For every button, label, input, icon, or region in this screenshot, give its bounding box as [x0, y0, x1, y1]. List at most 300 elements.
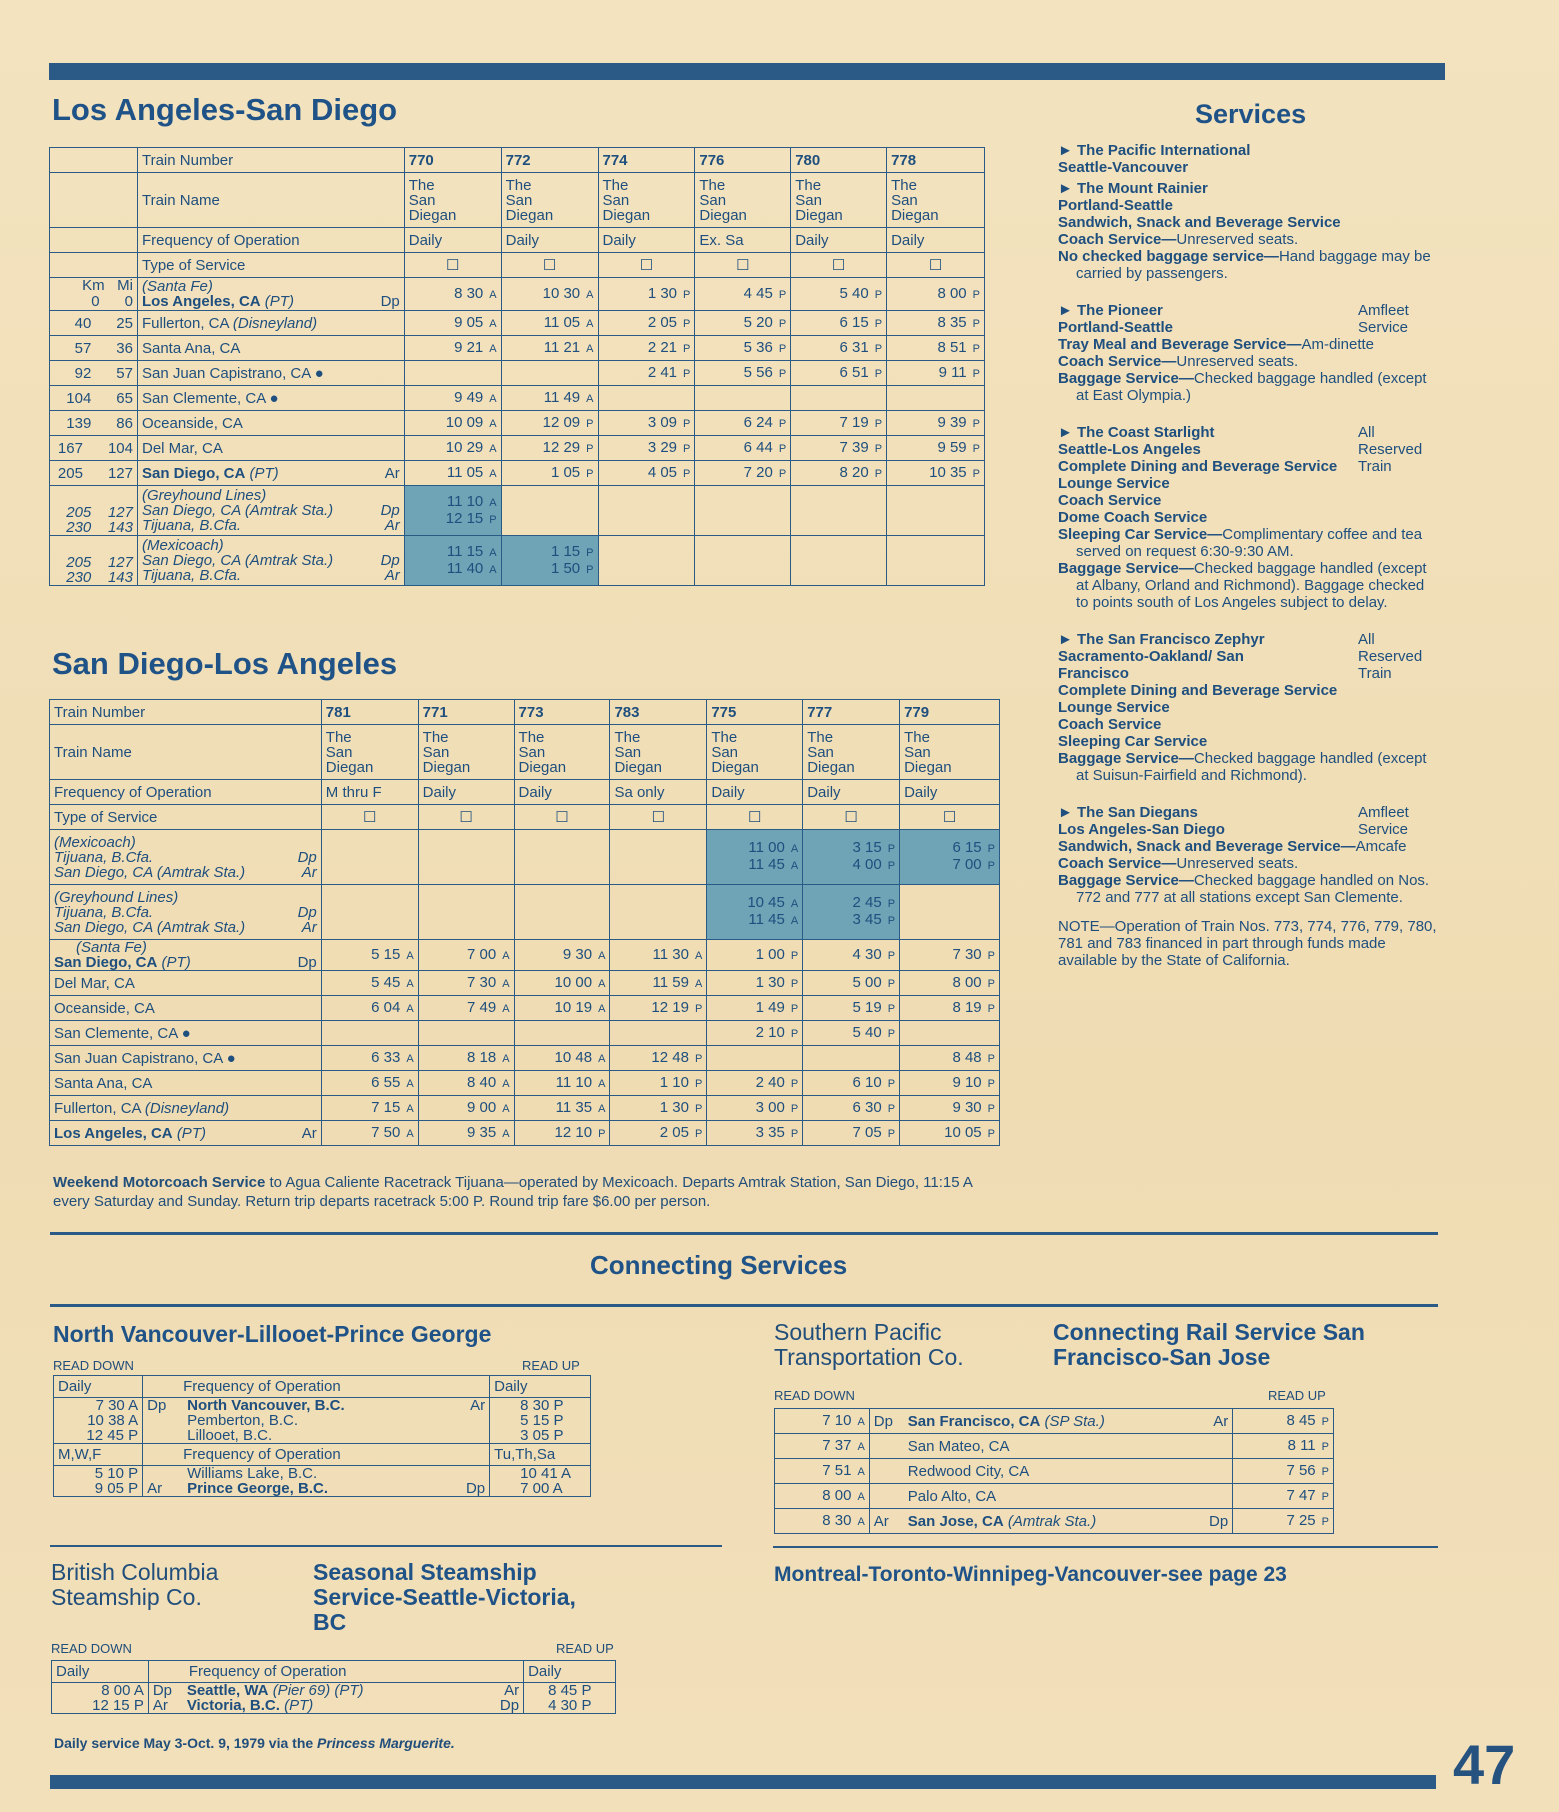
- header-train_number-2: 774: [598, 148, 695, 173]
- station-note: (Disneyland): [144, 1099, 230, 1117]
- time-value: 7 05: [852, 1123, 882, 1141]
- time-value: 7 00 A: [520, 1480, 563, 1497]
- services-title: Services: [1195, 99, 1307, 129]
- header-label: Train Name: [137, 173, 404, 228]
- time-value: 7 51: [822, 1461, 852, 1479]
- time-value: 6 31: [839, 338, 869, 356]
- time-value: 8 45: [1286, 1411, 1316, 1429]
- service-route: Sacramento-Oakland/ San Francisco: [1058, 648, 1244, 682]
- time-value: 8 30: [822, 1511, 852, 1529]
- empty-cell: [514, 830, 610, 885]
- sp-row: [775, 1409, 1334, 1434]
- time-value: 6 51: [839, 363, 869, 381]
- coach-icon: ☐: [542, 256, 557, 274]
- service-block: [1058, 180, 1440, 282]
- dp-ar: Dp: [380, 552, 400, 569]
- time-cell: [695, 436, 791, 461]
- name-word: The: [505, 176, 532, 194]
- time-value: 3 09: [647, 413, 678, 431]
- station-name: Los Angeles, CA: [54, 1124, 173, 1142]
- header-train_name-0: [321, 725, 418, 780]
- time-value: 6 24: [743, 413, 773, 431]
- time-value: 3 05 P: [520, 1427, 564, 1444]
- am-pm: A: [598, 977, 606, 990]
- bus-row-mexicoach: [50, 536, 985, 586]
- time-cell: [695, 361, 791, 386]
- time-value: 1 49: [755, 998, 785, 1016]
- time-value: 9 59: [937, 438, 967, 456]
- header-type-4: [791, 253, 887, 278]
- header-row-type: [50, 253, 985, 278]
- service-line: [1058, 370, 1440, 404]
- time-cell: [501, 411, 598, 436]
- bus-station: Tijuana, B.Cfa.: [54, 903, 154, 921]
- time-value: 8 00: [952, 973, 982, 991]
- time-value: 12 48: [651, 1048, 689, 1066]
- am-pm: P: [972, 417, 980, 430]
- am-pm: P: [790, 1102, 799, 1115]
- am-pm: P: [874, 342, 883, 355]
- am-pm: P: [586, 442, 594, 455]
- service-line-bold: Lounge Service: [1058, 699, 1170, 716]
- coach-icon: ☐: [555, 808, 569, 826]
- time-cell: [707, 1071, 803, 1096]
- time-value: 5 15: [371, 945, 401, 963]
- station-name: Los Angeles, CA: [141, 293, 261, 310]
- time-cell: [501, 461, 598, 486]
- am-pm: P: [790, 1027, 799, 1040]
- name-word: The: [891, 176, 917, 194]
- service-line: [1058, 492, 1440, 509]
- name-word: San: [408, 191, 436, 209]
- km-value: 104 65: [66, 389, 133, 407]
- am-pm: P: [887, 949, 896, 962]
- time-cell: [803, 940, 900, 971]
- station-cell: [137, 411, 404, 436]
- header-frequency-3: Sa only: [610, 780, 707, 805]
- time-value: 5 56: [743, 363, 773, 381]
- time-cell: [501, 386, 598, 411]
- station-name: Fullerton, CA: [54, 1099, 141, 1117]
- time-value: 4 30 P: [548, 1697, 592, 1714]
- time-value: 2 21: [647, 338, 678, 356]
- sp-station: [869, 1509, 1232, 1534]
- am-pm: P: [683, 442, 691, 455]
- name-word: The: [602, 176, 629, 194]
- coach-icon: ☐: [844, 808, 858, 826]
- station-cell: [50, 1046, 322, 1071]
- header-train_name-2: [598, 173, 695, 228]
- time-cell: [418, 971, 514, 996]
- service-route: Portland-Seattle: [1058, 319, 1174, 336]
- corner-cell: [50, 148, 138, 173]
- km-header: Km Mi: [82, 277, 133, 294]
- time-value: 11 30: [652, 945, 689, 963]
- time-value: 8 30: [454, 284, 484, 302]
- sp-bottom-rule: [773, 1546, 1438, 1548]
- time-value: 8 00: [822, 1486, 852, 1504]
- time-cell: [610, 1071, 707, 1096]
- bus-station-cell: [137, 486, 404, 536]
- time-cell: [707, 1121, 803, 1146]
- header-row-train_name: [50, 173, 985, 228]
- time-value: 1 15: [550, 542, 581, 560]
- station-row: [50, 1096, 1000, 1121]
- time-cell: [404, 278, 501, 311]
- am-pm: P: [694, 1052, 703, 1065]
- header-frequency-4: Daily: [791, 228, 887, 253]
- service-line-bold: Coach Service: [1058, 716, 1162, 733]
- am-pm: P: [887, 898, 896, 910]
- weekend-motorcoach-note: [53, 1173, 1003, 1211]
- sp-timetable: [774, 1408, 1334, 1534]
- time-cell: [321, 1046, 418, 1071]
- km-mi-cell: [50, 336, 138, 361]
- time-cell: [598, 336, 695, 361]
- am-pm: P: [683, 317, 691, 330]
- am-pm: P: [778, 342, 787, 355]
- time-cell: [610, 940, 707, 971]
- sp-title: Connecting Rail Service San Francisco-San Jose: [1053, 1319, 1365, 1370]
- service-name: ► The San Francisco Zephyr: [1058, 631, 1265, 648]
- time-cell: [418, 1021, 514, 1046]
- time-cell: [501, 311, 598, 336]
- time-value: 6 04: [371, 998, 401, 1016]
- time-zone: (PT): [264, 293, 294, 310]
- header-train_number-4: 775: [707, 700, 803, 725]
- station-name: Pemberton, B.C.: [187, 1412, 298, 1429]
- am-pm: P: [778, 317, 787, 330]
- nv-body-row: [54, 1398, 591, 1444]
- sp-up-time: [1233, 1434, 1334, 1459]
- service-line-text: Unreserved seats.: [1176, 231, 1299, 248]
- sp-row: [775, 1509, 1334, 1534]
- header-type-5: [887, 253, 985, 278]
- am-pm: A: [406, 1102, 414, 1115]
- time-value: 8 00: [937, 284, 967, 302]
- time-cell: [598, 311, 695, 336]
- am-pm: P: [874, 367, 883, 380]
- service-line: [1058, 214, 1440, 231]
- name-word: Diegan: [518, 758, 567, 776]
- service-block: [1058, 804, 1440, 906]
- time-value: 7 15: [371, 1098, 401, 1116]
- time-cell: [887, 461, 985, 486]
- bus-station-cell: [137, 536, 404, 586]
- nv-down-head: Daily: [54, 1376, 143, 1398]
- time-cell: [404, 461, 501, 486]
- header-row-train_number: [50, 148, 985, 173]
- am-pm: A: [489, 496, 497, 509]
- time-cell: [803, 1021, 900, 1046]
- connecting-title: Connecting Services: [590, 1250, 848, 1280]
- am-pm: P: [586, 563, 594, 576]
- time-value: 7 30: [952, 945, 982, 963]
- dp-ar: Ar: [384, 567, 400, 584]
- header-train_name-4: [707, 725, 803, 780]
- bus-station: Tijuana, B.Cfa.: [141, 517, 242, 534]
- am-pm: A: [857, 1440, 865, 1453]
- header-label: Train Number: [50, 700, 322, 725]
- am-pm: A: [502, 1002, 510, 1015]
- time-value: 5 19: [852, 998, 882, 1016]
- am-pm: A: [489, 467, 497, 480]
- service-line-bold: Baggage Service—: [1058, 560, 1194, 577]
- dp-ar: Dp: [297, 903, 317, 921]
- sp-down-time: [775, 1409, 870, 1434]
- am-pm: P: [778, 467, 787, 480]
- header-row-frequency: [50, 228, 985, 253]
- nv-freq-head: Frequency of Operation: [143, 1444, 490, 1466]
- am-pm: P: [778, 442, 787, 455]
- bc-body-row: [52, 1683, 616, 1714]
- service-line-bold: Coach Service—: [1058, 353, 1177, 370]
- station-cell: [50, 1021, 322, 1046]
- time-cell: [514, 1096, 610, 1121]
- station-cell: [137, 436, 404, 461]
- name-word: The: [408, 176, 435, 194]
- time-cell: [598, 461, 695, 486]
- time-cell: [321, 1071, 418, 1096]
- bus-time-775: [707, 830, 803, 885]
- am-pm: A: [694, 949, 703, 962]
- station-row: [50, 278, 985, 311]
- time-cell: [887, 278, 985, 311]
- connecting-rule-bottom: [50, 1304, 1438, 1307]
- bus-station: San Diego, CA (Amtrak Sta.): [54, 918, 246, 936]
- empty-cell: [791, 486, 887, 536]
- service-line-text: Unreserved seats.: [1176, 353, 1299, 370]
- am-pm: A: [790, 843, 799, 855]
- weekend-note-bold: Weekend Motorcoach Service: [53, 1174, 266, 1191]
- header-label: Type of Service: [50, 805, 322, 830]
- time-value: 5 15 P: [520, 1412, 564, 1429]
- name-word: The: [422, 728, 449, 746]
- weekend-note-text: to Agua Caliente Racetrack Tijuana—operated by Mexicoach. Departs Amtrak Station, San Diego, 11:15 A every Saturday and Sunday. Return trip departs racetrack 5:00 P. Round trip fare $6.00 per person.: [53, 1174, 973, 1210]
- am-pm: A: [502, 977, 510, 990]
- sp-row: [775, 1484, 1334, 1509]
- service-line-bold: Coach Service—: [1058, 231, 1177, 248]
- station-name: Williams Lake, B.C.: [187, 1465, 318, 1482]
- am-pm: P: [778, 417, 787, 430]
- coach-icon: ☐: [736, 256, 750, 274]
- station-name: San Clemente, CA ●: [141, 389, 279, 407]
- am-pm: A: [857, 1415, 865, 1428]
- nv-bottom-rule: [50, 1545, 722, 1547]
- service-line-bold: Sandwich, Snack and Beverage Service: [1058, 214, 1341, 231]
- time-value: 8 35: [937, 313, 967, 331]
- time-cell: [418, 996, 514, 1021]
- time-cell: [501, 436, 598, 461]
- nv-down-head: M,W,F: [54, 1444, 143, 1466]
- time-cell: [501, 336, 598, 361]
- bc-freq-head: Frequency of Operation: [148, 1661, 523, 1683]
- am-pm: P: [887, 1102, 896, 1115]
- name-word: San: [422, 743, 450, 761]
- dp-ar: Dp: [297, 848, 317, 866]
- service-line: [1058, 855, 1440, 872]
- time-value: 3 29: [647, 438, 678, 456]
- am-pm: A: [502, 949, 510, 962]
- name-word: San: [505, 191, 533, 209]
- service-name: ► The San Diegans: [1058, 804, 1198, 821]
- time-value: 1 05: [550, 463, 581, 481]
- service-name: ► The Pioneer: [1058, 302, 1163, 319]
- time-cell: [707, 1021, 803, 1046]
- service-route: Seattle-Los Angeles: [1058, 441, 1201, 458]
- sp-row: [775, 1459, 1334, 1484]
- empty-cell: [321, 885, 418, 940]
- time-cell: [610, 1021, 707, 1046]
- dp-ar: Ar: [470, 1397, 486, 1414]
- am-pm: A: [406, 977, 414, 990]
- am-pm: P: [1321, 1465, 1329, 1478]
- station-cell: [50, 1121, 322, 1146]
- time-cell: [514, 971, 610, 996]
- am-pm: A: [586, 392, 594, 405]
- am-pm: P: [694, 1002, 703, 1015]
- time-value: 5 10 P: [94, 1465, 139, 1482]
- station-cell: [137, 386, 404, 411]
- station-name: Santa Ana, CA: [54, 1074, 153, 1092]
- name-word: San: [711, 743, 739, 761]
- am-pm: P: [987, 1002, 995, 1015]
- time-value: 7 30: [467, 973, 497, 991]
- service-line: [1058, 475, 1440, 492]
- time-value: 1 10: [659, 1073, 689, 1091]
- header-type-3: [610, 805, 707, 830]
- station-row: [50, 386, 985, 411]
- time-cell: [791, 386, 887, 411]
- header-train_number-3: 776: [695, 148, 791, 173]
- am-pm: P: [1321, 1440, 1329, 1453]
- time-value: 11 05: [446, 463, 484, 481]
- time-value: 7 00: [467, 945, 497, 963]
- name-word: San: [795, 191, 822, 209]
- time-value: 3 15: [852, 839, 882, 856]
- bc-company: British Columbia Steamship Co.: [51, 1559, 219, 1610]
- header-frequency-1: Daily: [501, 228, 598, 253]
- service-note: NOTE—Operation of Train Nos. 773, 774, 776, 779, 780, 781 and 783 financed in part through funds made available by the State of California.: [1058, 918, 1437, 969]
- time-cell: [501, 361, 598, 386]
- am-pm: P: [694, 1102, 703, 1115]
- bc-down-times: [52, 1683, 149, 1714]
- dp-ar: Ar: [301, 863, 317, 881]
- time-value: 6 30: [852, 1098, 882, 1116]
- dp-ar: Dp: [297, 954, 317, 971]
- header-frequency-5: Daily: [803, 780, 900, 805]
- bus-station: Tijuana, B.Cfa.: [54, 848, 154, 866]
- am-pm: P: [887, 860, 896, 872]
- service-route: Portland-Seattle: [1058, 197, 1174, 214]
- station-name: San Juan Capistrano, CA ●: [54, 1049, 236, 1067]
- header-type-4: [707, 805, 803, 830]
- time-cell: [695, 411, 791, 436]
- sp-station: [869, 1434, 1232, 1459]
- header-frequency-1: Daily: [418, 780, 514, 805]
- time-value: 2 05: [659, 1123, 689, 1141]
- time-value: 11 10: [446, 492, 484, 510]
- time-value: 4 00: [852, 856, 882, 873]
- station-cell: [137, 311, 404, 336]
- bottom-rule: [50, 1775, 1436, 1789]
- header-train_name-2: [514, 725, 610, 780]
- time-cell: [707, 1096, 803, 1121]
- service-line-bold: Sleeping Car Service—: [1058, 526, 1223, 543]
- connecting-rule-top: [50, 1232, 1438, 1235]
- sp-row: [775, 1434, 1334, 1459]
- empty-cell: [887, 486, 985, 536]
- nv-header-row: [54, 1444, 591, 1466]
- header-train_name-3: [610, 725, 707, 780]
- service-line: [1058, 872, 1440, 906]
- sp-up-time: [1233, 1409, 1334, 1434]
- service-line-text: Checked baggage handled (except at East Olympia.): [1076, 370, 1427, 404]
- station-row: [50, 311, 985, 336]
- sp-station: [869, 1409, 1232, 1434]
- am-pm: A: [406, 949, 414, 962]
- time-value: 7 47: [1286, 1486, 1316, 1504]
- time-value: 1 30: [647, 284, 678, 302]
- coach-icon: ☐: [445, 256, 460, 274]
- service-line-bold: Complete Dining and Beverage Service: [1058, 682, 1338, 699]
- service-line-bold: Dome Coach Service: [1058, 509, 1208, 526]
- time-value: 12 29: [542, 438, 581, 456]
- station-row: [50, 1071, 1000, 1096]
- time-cell: [695, 336, 791, 361]
- service-line-text: Checked baggage handled (except at Albany, Orland and Richmond). Baggage checked to points south of Los Angeles subject to delay.: [1076, 560, 1427, 611]
- bus-station: Tijuana, B.Cfa.: [141, 567, 242, 584]
- am-pm: A: [406, 1077, 414, 1090]
- nv-timetable: [53, 1375, 591, 1497]
- am-pm: P: [598, 1127, 606, 1140]
- page-number: 47: [1453, 1733, 1516, 1796]
- am-pm: P: [987, 860, 995, 872]
- empty-cell: [598, 536, 695, 586]
- empty-cell: [418, 885, 514, 940]
- station-cell: [50, 1071, 322, 1096]
- dp-ar: Ar: [1213, 1412, 1229, 1430]
- time-cell: [887, 361, 985, 386]
- am-pm: P: [874, 288, 883, 301]
- time-value: 11 35: [555, 1098, 593, 1116]
- service-line-bold: Baggage Service—: [1058, 750, 1194, 767]
- time-cell: [803, 971, 900, 996]
- time-value: 8 30 P: [520, 1397, 564, 1414]
- empty-cell: [598, 486, 695, 536]
- service-line-text: Checked baggage handled (except at Suisun-Fairfield and Richmond).: [1076, 750, 1427, 784]
- time-value: 11 05: [543, 313, 581, 331]
- time-value: 6 44: [743, 438, 773, 456]
- km-value: 205 127: [57, 464, 133, 482]
- time-cell: [610, 1121, 707, 1146]
- time-cell: [887, 436, 985, 461]
- bus-company: (Greyhound Lines): [141, 487, 267, 504]
- header-label: Frequency of Operation: [137, 228, 404, 253]
- header-train_name-5: [803, 725, 900, 780]
- service-line: [1058, 716, 1440, 733]
- header-train_number-0: 770: [404, 148, 501, 173]
- header-train_number-1: 771: [418, 700, 514, 725]
- service-line-text: Hand baggage may be carried by passengers.: [1076, 248, 1431, 282]
- time-cell: [900, 971, 1000, 996]
- time-value: 8 48: [952, 1048, 982, 1066]
- header-label: Frequency of Operation: [50, 780, 322, 805]
- header-type-3: [695, 253, 791, 278]
- service-line-bold: No checked baggage service—: [1058, 248, 1279, 265]
- name-word: San: [614, 743, 642, 761]
- time-cell: [598, 436, 695, 461]
